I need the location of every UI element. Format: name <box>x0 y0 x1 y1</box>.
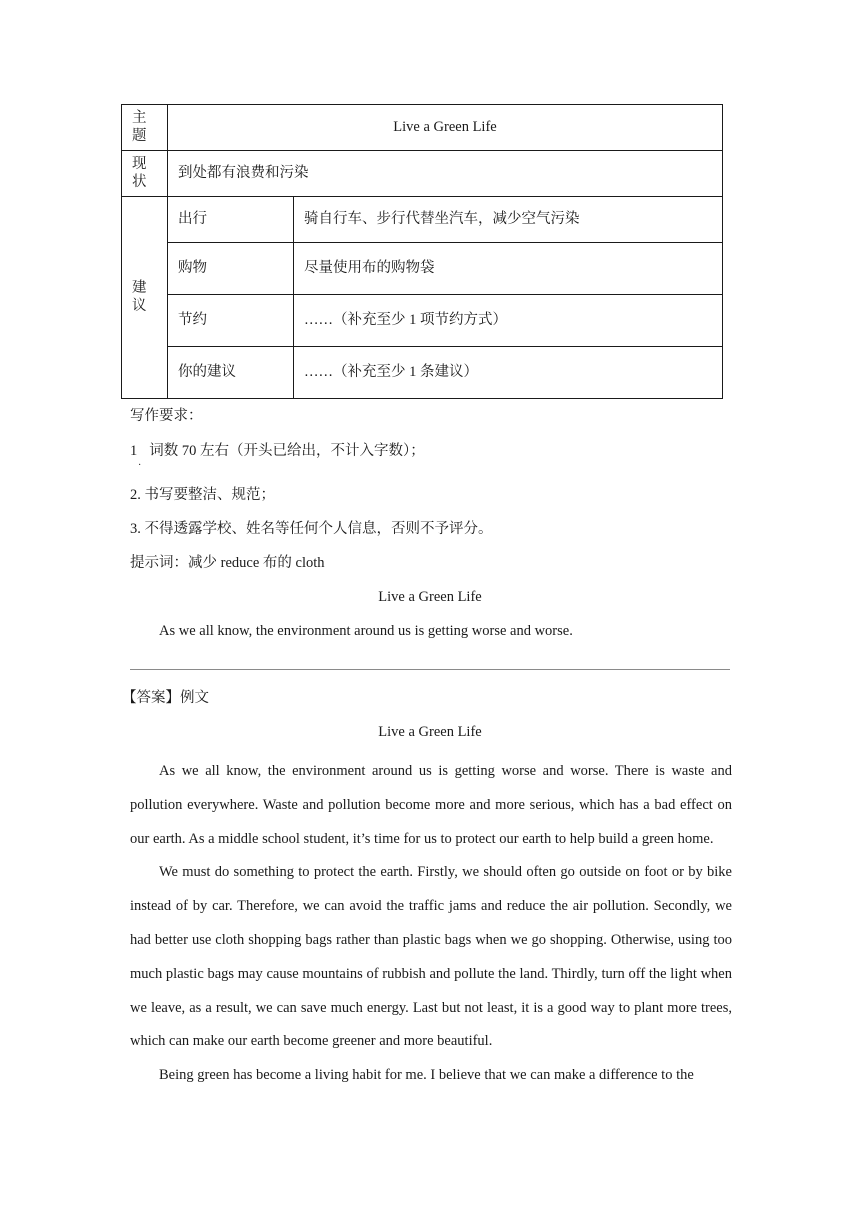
answer-line <box>130 669 730 670</box>
list-marker-dot: · <box>138 460 142 471</box>
sample-essay <box>130 755 732 1093</box>
requirement-text: 词数 70 左右（开头已给出，不计入字数）； <box>149 443 425 459</box>
advice-label: 建议 <box>122 197 168 399</box>
requirement-item-2: 2. 书写要整洁、规范； <box>130 487 275 503</box>
prompt-opening: As we all know, the environment around us is getting worse and worse. <box>159 623 573 639</box>
requirement-number: 1 <box>130 443 138 459</box>
status-value: 到处都有浪费和污染 <box>168 151 723 197</box>
advice-item: 你的建议 <box>168 347 294 399</box>
advice-detail: ……（补充至少 1 项节约方式） <box>294 295 723 347</box>
essay-paragraph: Being green has become a living habit for me. I believe that we can make a difference to the <box>159 1067 694 1084</box>
requirement-item-1 <box>130 441 425 461</box>
status-row <box>122 151 723 197</box>
advice-item: 购物 <box>168 243 294 295</box>
writing-task-table <box>121 104 723 399</box>
essay-paragraph: We must do something to protect the earth. Firstly, we should often go outside on foot or by bike instead of by car. Therefore, we can avoid the traffic jams and reduce the air pollution. Secondly, we had better use cloth shopping bags rather than plastic bags when we go shopping. Otherwise, using too much plastic bags may cause mountains of rubbish and pollute the land. Thirdly, turn off the light when we leave, as a result, we can save much energy. Last but not least, it is a good way to plant more trees, which can make our earth become greener and more beautiful. <box>130 864 732 1050</box>
advice-detail: 骑自行车、步行代替坐汽车，减少空气污染 <box>294 197 723 243</box>
advice-item: 节约 <box>168 295 294 347</box>
requirements-heading: 写作要求： <box>130 408 203 424</box>
prompt-title: Live a Green Life <box>378 589 482 605</box>
hint-words: 提示词：减少 reduce 布的 cloth <box>130 555 325 571</box>
theme-value: Live a Green Life <box>168 105 723 151</box>
theme-label: 主题 <box>122 105 168 151</box>
answer-title: Live a Green Life <box>378 724 482 740</box>
answer-label: 【答案】例文 <box>122 690 209 706</box>
essay-paragraph: As we all know, the environment around us is getting worse and worse. There is waste and pollution everywhere. Waste and pollution become more and more serious, which has a bad effect on our earth. As a middle school student, it’s time for us to protect our earth to help build a green home. <box>130 763 732 847</box>
status-label: 现状 <box>122 151 168 197</box>
requirement-item-3: 3. 不得透露学校、姓名等任何个人信息，否则不予评分。 <box>130 521 493 537</box>
advice-detail: ……（补充至少 1 条建议） <box>294 347 723 399</box>
advice-item: 出行 <box>168 197 294 243</box>
advice-row <box>122 197 723 243</box>
advice-row <box>122 243 723 295</box>
theme-row <box>122 105 723 151</box>
advice-row <box>122 347 723 399</box>
advice-row <box>122 295 723 347</box>
advice-detail: 尽量使用布的购物袋 <box>294 243 723 295</box>
